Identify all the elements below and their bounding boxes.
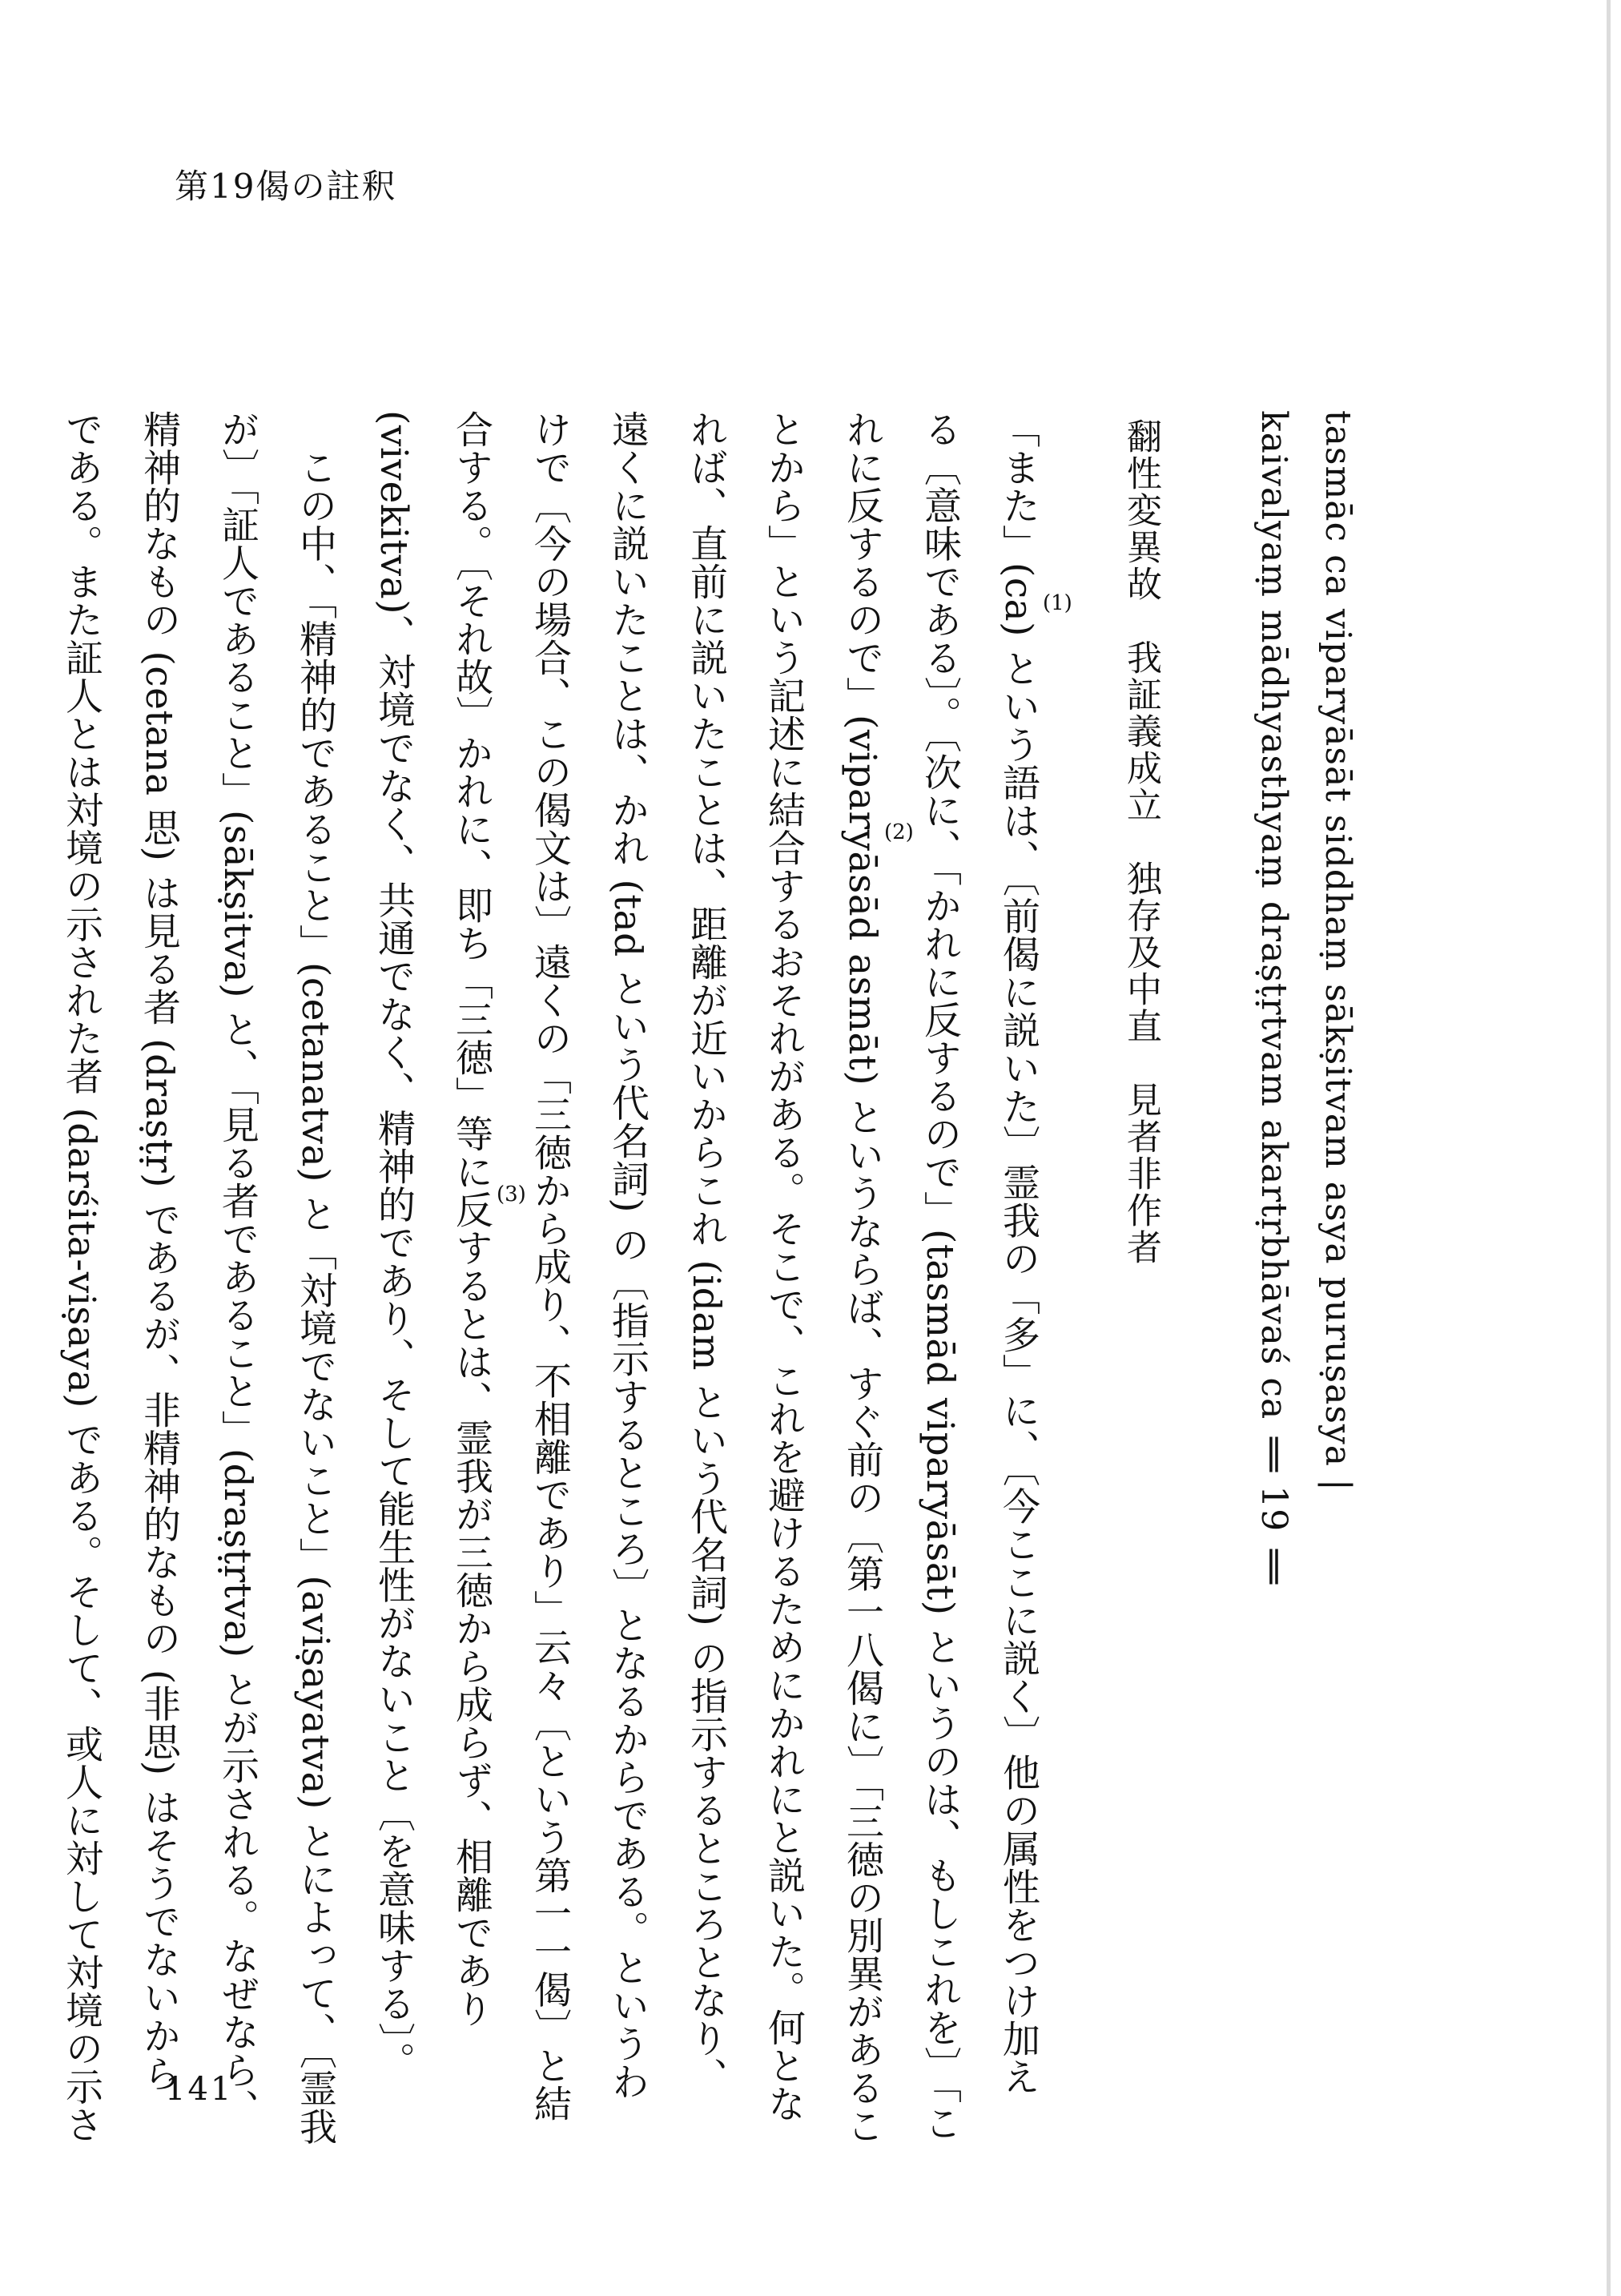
note-ref-1: (1): [1043, 591, 1072, 615]
running-head: 第19偈の註釈: [175, 167, 397, 206]
verse-translation: 翻性変異故 我証義成立 独存及中直 見者非作者: [1120, 418, 1161, 1266]
verse-line-1: tasmāc ca viparyāsāt siddhaṃ sākṣitvam asya puruṣasya |: [1317, 410, 1358, 1492]
commentary-line: 合する。〔それ故〕かれに、即ち「三徳」等に反するとは、霊我が三徳から成らず、相離であり: [449, 410, 493, 2028]
verse-line-2: kaivalyaṃ mādhyasthyaṃ draṣṭṛtvam akartṛbhāvaś ca ‖ 19 ‖: [1253, 410, 1294, 1586]
commentary-line: が〕「証人であること」(sākṣitva) と、「見る者であること」(draṣṭṛtva) とが示される。なぜなら、: [215, 410, 259, 2127]
note-ref-2: (2): [884, 820, 914, 844]
scan-edge-shadow: [1607, 0, 1611, 2296]
commentary-line: とから」という記述に結合するおそれがある。そこで、これを避けるためにかれにと説いた。何とな: [762, 410, 806, 2123]
commentary-line: けで〔今の場合、この偈文は〕遠くの「三徳から成り、不相離であり」云々〔という第一一偈〕と結: [528, 410, 572, 2123]
commentary-line: この中、「精神的であること」(cetanatva) と「対境でないこと」(aviṣayatva) とによって、〔霊我: [293, 410, 337, 2146]
page-number: 141: [165, 2071, 234, 2108]
commentary-line: る〔意味である〕。〔次に、「かれに反するので」(tasmād viparyāsāt) というのは、もしこれを〕「こ: [918, 410, 962, 2142]
commentary-line: 「また」(ca) という語は、〔前偈に説いた〕霊我の「多」に、〔今ここに説く〕他の属性をつけ加え: [996, 410, 1040, 2096]
commentary-line: れに反するので」(viparyāsād asmāt) というならば、すぐ前の〔第一八偈に〕「三徳の別異があるこ: [840, 410, 884, 2145]
commentary-line: 遠くに説いたことは、かれ (tad という代名詞) の〔指示するところ〕となるからである。というわ: [605, 410, 650, 2101]
commentary-line: である。また証人とは対境の示された者 (darśita-viṣaya) である。そして、或人に対して対境の示さ: [59, 410, 103, 2144]
commentary-line: (vivekitva)、対境でなく、共通でなく、精神的であり、そして能生性がないこと〔を意味する〕。: [372, 410, 416, 2080]
note-ref-3: (3): [497, 1182, 526, 1206]
commentary-line: 精神的なもの (cetana 思) は見る者 (draṣṭṛ) であるが、非精神的なもの (非思) はそうでないから: [137, 410, 181, 2093]
commentary-line: れば、直前に説いたことは、距離が近いからこれ (idam という代名詞) の指示するところとなり、: [684, 410, 728, 2096]
